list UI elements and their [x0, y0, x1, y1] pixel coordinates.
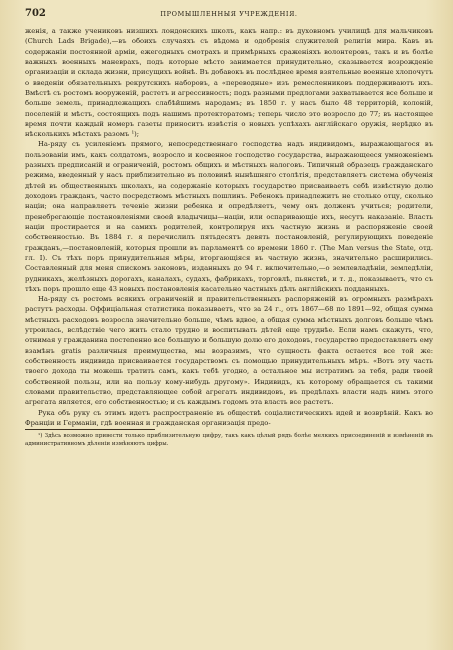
paragraph-continued: женія, а также учениковъ низшихъ лондонскихъ школъ, какъ напр.: въ духовномъ училищѣ для мальчиковъ (Church Lads Brigade),—въ обоихъ случаяхъ съ вѣдома и одобренія служителей религіи мира. Кавъ въ содержаніи постоянной арміи, ежегодныхъ смотрахъ и примѣрныхъ сраженіяхъ волонтеровъ, такъ и въ болѣе важныхъ военныхъ маневрахъ, подъ которые мѣсто занимается принудительно, сказывается возрожденіе организаціи и склада жизни, присущихъ войнѣ. Въ добавокъ въ послѣднее время взятельные военные хлопочутъ о введеніи обязательныхъ рекрутскихъ наборовъ, а «переводные» изъ ремесленниковъ поддерживаютъ ихъ. Вмѣстѣ съ ростомъ вооруженій, растетъ и агрессивность; подъ разными предлогами захватывается все больше и больше земель, принадлежащихъ слабѣйшимъ народамъ; въ 1850 г. у насъ было 48 территорій, колоній, поселеній и мѣстъ, состоящихъ подъ нашимъ протекторатомъ; теперь число это возросло до 77; въ настоящее время почти каждый номеръ газеты приноситъ извѣстія о новыхъ успѣхахъ англійскаго оружія, нерѣдко въ нѣсколькихъ мѣстахъ разомъ ¹);: [25, 27, 433, 139]
paragraph: Рука объ руку съ этимъ идетъ распространеніе въ обществѣ соціалистическихъ идей и возврѣній. Какъ во Франціи и Германіи, гдѣ военная и гражданская организація предо-: [25, 408, 433, 427]
paragraph: На-ряду съ усиленіемъ прямого, непосредственнаго господства надъ индивидомъ, выражающагося въ пользованіи имъ, какъ солдатомъ, возросло и косвенное господство государства, выражающееся умноженіемъ разныхъ предписаній и ограниченій, ростомъ общихъ и мѣстныхъ налоговъ. Типичный образецъ гражданскаго режима, введенный у насъ приблизительно въ половинѣ нынѣшняго столѣтія, представляетъ система обученія дѣтей въ общественныхъ школахъ, на содержаніе которыхъ государство присваиваетъ себѣ извѣстную долю доходовъ гражданъ, часто посредствомъ мѣстныхъ пошлинъ. Ребенокъ принадлежитъ не столько отцу, сколько націи; она направляетъ теченіе жизни ребенка и опредѣляетъ, чему онъ долженъ учиться; родители, пренебрегающіе постановленіями своей владычицы—націи, или оспаривающіе ихъ, несутъ наказаніе. Власть націи простирается и на самихъ родителей, контролируя ихъ частную жизнь и распоряженіе своей собственностью. Въ 1884 г. я перечислилъ пятьдесятъ девять постановленій, регулирующихъ поведеніе гражданъ,—постановленій, которыя прошли въ парламентѣ со времени 1860 г. (The Man versus the State, отд. гл. I). Съ тѣхъ поръ принудительныя мѣры, вторгающіяся въ частную жизнь, значительно расширились. Составленный для меня спискомъ законовъ, изданныхъ до 94 г. включительно,—о землевладѣніи, земледѣліи, рудникахъ, желѣзныхъ дорогахъ, каналахъ, судахъ, фабрикахъ, торговлѣ, пьянствѣ, и т. д., показываетъ, что съ тѣхъ поръ прошло еще 43 новыхъ постановленія касательно частныхъ дѣлъ англійскихъ подданныхъ.: [25, 140, 433, 293]
body-text: [25, 26, 433, 428]
page-header: [25, 8, 433, 22]
page-number: 702: [25, 8, 46, 19]
paragraph: На-ряду съ ростомъ всякихъ ограниченій и правительственныхъ распоряженій въ огромныхъ размѣрахъ растутъ расходы. Оффиціальная статистика показываетъ, что за 24 г., отъ 1867—68 по 1891—92, общая сумма мѣстныхъ расходовъ возросла значительно больше, чѣмъ вдвое, а общая сумма мѣстныхъ долговъ больше чѣмъ утроилась, вслѣдствіе чего жить стало трудно и воспитывать дѣтей еще труднѣе. Если намъ скажутъ, что, отнимая у гражданина постепенно все большую и большую долю его доходовъ, государство предоставляетъ ему взамѣнъ gratis различныя преимущества, мы возразимъ, что сущность факта остается все той же: собственность индивида присваивается государствомъ съ помощью принудительныхъ мѣръ. «Вотъ эту часть твоего дохода ты можешь тратить самъ, какъ тебѣ угодно, а остальное мы истратимъ за тебя, ради твоей собственной пользы, или на пользу кому-нибудь другому». Индивидъ, къ которому обращается съ такими словами правительство, представляющее собой агрегатъ индивидовъ, въ предѣлахъ власти надъ нимъ этого агрегата является, его собственностью; и съ каждымъ годомъ эта власть все растетъ.: [25, 295, 433, 407]
footnote-divider: [25, 429, 155, 430]
running-head: ПРОМЫШЛЕННЫЯ УЧРЕЖДЕНІЯ.: [160, 10, 298, 18]
footnote: ¹) Здѣсь возможно привести только приблизительную цифру, такъ какъ цѣлый рядъ болѣе мелкихъ присоединеній и измѣненій въ административномъ дѣленіи измѣняютъ цифры.: [25, 433, 433, 448]
